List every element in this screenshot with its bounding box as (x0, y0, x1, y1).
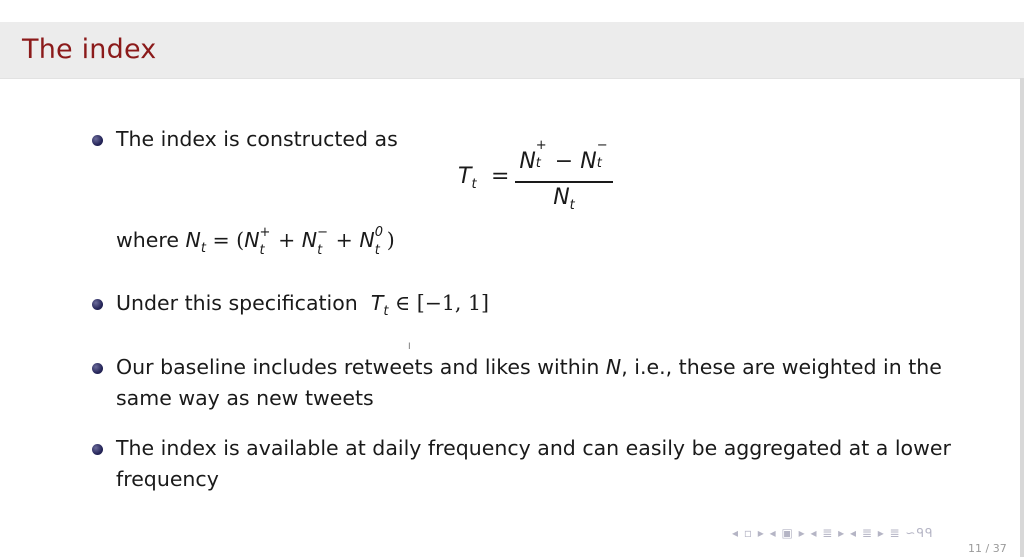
top-margin (0, 0, 1024, 22)
beamer-navigation[interactable]: ◂ ▫ ▸ ◂ ▣ ▸ ◂ ≣ ▸ ◂ ≣ ▸ ≣ ∽ᑫᑫ (732, 526, 934, 540)
slide-title: The index (22, 34, 157, 65)
where-label: where (116, 228, 179, 252)
bullet-3-text: Our baseline includes retweets and likes within N, i.e., these are weighted in the (116, 355, 942, 379)
formula-denominator: $N_t$ (553, 185, 575, 213)
formula-lhs: T (458, 164, 472, 189)
scroll-edge (1020, 78, 1024, 557)
bullet-2-text: Under this specification $T_t$ ∈ [−1, 1] (116, 291, 489, 319)
formula-equals: = (491, 164, 510, 189)
bullet-4-text-line2: frequency (116, 467, 219, 491)
formula-numerator: N + t − N − t (519, 138, 608, 174)
page-number: 11 / 37 (968, 542, 1007, 555)
bullet-marker-4 (92, 444, 103, 455)
fraction-line (515, 181, 613, 183)
bullet-3-text-line2: same way as new tweets (116, 386, 374, 410)
index-formula (458, 138, 618, 220)
bullet-4-text: The index is available at daily frequency and can easily be aggregated at a lower (116, 436, 951, 460)
text-cursor-icon: I (408, 342, 411, 352)
bullet-marker-2 (92, 299, 103, 310)
bullet-1-text: The index is constructed as (116, 127, 398, 151)
formula-lhs-sub: t (471, 177, 477, 192)
bullet-marker-1 (92, 135, 103, 146)
where-line: where $N_t = (N$ + t + N − t + N 0 t ) (116, 225, 395, 258)
bullet-marker-3 (92, 363, 103, 374)
